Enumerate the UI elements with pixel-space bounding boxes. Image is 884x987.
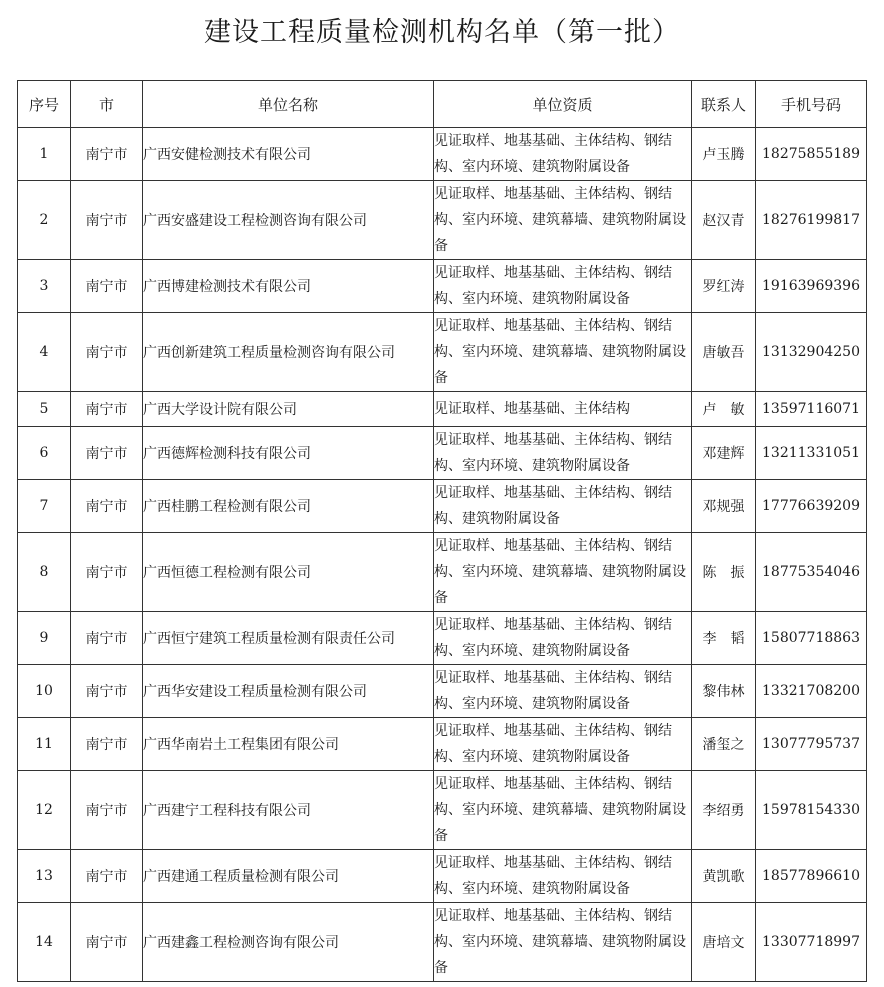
cell-qualification: 见证取样、地基基础、主体结构、钢结构、室内环境、建筑幕墙、建筑物附属设备 [434,533,692,612]
cell-qualification: 见证取样、地基基础、主体结构、钢结构、室内环境、建筑物附属设备 [434,427,692,480]
cell-qualification: 见证取样、地基基础、主体结构、钢结构、室内环境、建筑物附属设备 [434,128,692,181]
cell-contact: 罗红涛 [692,260,756,313]
cell-number: 14 [18,903,71,982]
cell-number: 4 [18,313,71,392]
cell-phone: 19163969396 [756,260,867,313]
table-row [18,533,867,612]
cell-contact: 唐敏吾 [692,313,756,392]
table-row [18,612,867,665]
cell-qualification: 见证取样、地基基础、主体结构、钢结构、室内环境、建筑幕墙、建筑物附属设备 [434,313,692,392]
cell-city: 南宁市 [71,313,143,392]
cell-city: 南宁市 [71,612,143,665]
cell-city: 南宁市 [71,533,143,612]
cell-phone: 18276199817 [756,181,867,260]
cell-qualification: 见证取样、地基基础、主体结构、钢结构、室内环境、建筑物附属设备 [434,665,692,718]
cell-number: 3 [18,260,71,313]
cell-contact: 黄凯歌 [692,850,756,903]
cell-company-name: 广西大学设计院有限公司 [143,392,434,427]
cell-phone: 13321708200 [756,665,867,718]
cell-company-name: 广西华南岩土工程集团有限公司 [143,718,434,771]
cell-contact: 邓建辉 [692,427,756,480]
cell-phone: 13077795737 [756,718,867,771]
cell-qualification: 见证取样、地基基础、主体结构、钢结构、室内环境、建筑物附属设备 [434,260,692,313]
cell-company-name: 广西博建检测技术有限公司 [143,260,434,313]
header-company-name: 单位名称 [143,81,434,128]
table-body [18,128,867,982]
cell-phone: 13597116071 [756,392,867,427]
cell-number: 1 [18,128,71,181]
cell-city: 南宁市 [71,260,143,313]
cell-company-name: 广西德辉检测科技有限公司 [143,427,434,480]
cell-company-name: 广西建宁工程科技有限公司 [143,771,434,850]
table-header-row [18,81,867,128]
cell-company-name: 广西安健检测技术有限公司 [143,128,434,181]
cell-phone: 13211331051 [756,427,867,480]
table-row [18,480,867,533]
cell-qualification: 见证取样、地基基础、主体结构、钢结构、室内环境、建筑物附属设备 [434,850,692,903]
cell-contact: 黎伟林 [692,665,756,718]
cell-company-name: 广西桂鹏工程检测有限公司 [143,480,434,533]
header-city: 市 [71,81,143,128]
cell-contact: 邓规强 [692,480,756,533]
cell-contact: 卢 敏 [692,392,756,427]
cell-city: 南宁市 [71,480,143,533]
document-title: 建设工程质量检测机构名单（第一批） [204,17,680,48]
cell-qualification: 见证取样、地基基础、主体结构、钢结构、室内环境、建筑物附属设备 [434,612,692,665]
cell-city: 南宁市 [71,718,143,771]
cell-phone: 18275855189 [756,128,867,181]
table-row [18,665,867,718]
cell-contact: 李绍勇 [692,771,756,850]
header-number: 序号 [18,81,71,128]
cell-number: 2 [18,181,71,260]
cell-contact: 卢玉腾 [692,128,756,181]
cell-company-name: 广西恒宁建筑工程质量检测有限责任公司 [143,612,434,665]
cell-city: 南宁市 [71,850,143,903]
cell-qualification: 见证取样、地基基础、主体结构、钢结构、室内环境、建筑幕墙、建筑物附属设备 [434,771,692,850]
cell-number: 5 [18,392,71,427]
cell-contact: 潘玺之 [692,718,756,771]
table-row [18,392,867,427]
table-row [18,128,867,181]
cell-company-name: 广西建鑫工程检测咨询有限公司 [143,903,434,982]
cell-phone: 13132904250 [756,313,867,392]
cell-number: 12 [18,771,71,850]
cell-city: 南宁市 [71,427,143,480]
cell-phone: 15807718863 [756,612,867,665]
cell-company-name: 广西华安建设工程质量检测有限公司 [143,665,434,718]
cell-company-name: 广西建通工程质量检测有限公司 [143,850,434,903]
cell-company-name: 广西创新建筑工程质量检测咨询有限公司 [143,313,434,392]
cell-qualification: 见证取样、地基基础、主体结构 [434,392,692,427]
cell-city: 南宁市 [71,181,143,260]
cell-company-name: 广西恒德工程检测有限公司 [143,533,434,612]
table-row [18,427,867,480]
cell-number: 10 [18,665,71,718]
cell-number: 9 [18,612,71,665]
table-row [18,771,867,850]
cell-phone: 15978154330 [756,771,867,850]
table-row [18,313,867,392]
cell-number: 11 [18,718,71,771]
cell-qualification: 见证取样、地基基础、主体结构、钢结构、建筑物附属设备 [434,480,692,533]
cell-phone: 18577896610 [756,850,867,903]
table-row [18,181,867,260]
table-row [18,903,867,982]
header-qualification: 单位资质 [434,81,692,128]
table-row [18,850,867,903]
header-phone: 手机号码 [756,81,867,128]
cell-contact: 赵汉青 [692,181,756,260]
cell-number: 6 [18,427,71,480]
cell-phone: 17776639209 [756,480,867,533]
cell-city: 南宁市 [71,665,143,718]
cell-phone: 13307718997 [756,903,867,982]
cell-number: 13 [18,850,71,903]
cell-phone: 18775354046 [756,533,867,612]
cell-city: 南宁市 [71,771,143,850]
cell-contact: 李 韬 [692,612,756,665]
cell-city: 南宁市 [71,392,143,427]
cell-city: 南宁市 [71,128,143,181]
agency-list-table [17,80,867,982]
cell-contact: 唐培文 [692,903,756,982]
cell-number: 8 [18,533,71,612]
cell-qualification: 见证取样、地基基础、主体结构、钢结构、室内环境、建筑幕墙、建筑物附属设备 [434,903,692,982]
cell-contact: 陈 振 [692,533,756,612]
cell-qualification: 见证取样、地基基础、主体结构、钢结构、室内环境、建筑幕墙、建筑物附属设备 [434,181,692,260]
cell-qualification: 见证取样、地基基础、主体结构、钢结构、室内环境、建筑物附属设备 [434,718,692,771]
table-row [18,260,867,313]
cell-city: 南宁市 [71,903,143,982]
cell-company-name: 广西安盛建设工程检测咨询有限公司 [143,181,434,260]
table-row [18,718,867,771]
cell-number: 7 [18,480,71,533]
header-contact: 联系人 [692,81,756,128]
